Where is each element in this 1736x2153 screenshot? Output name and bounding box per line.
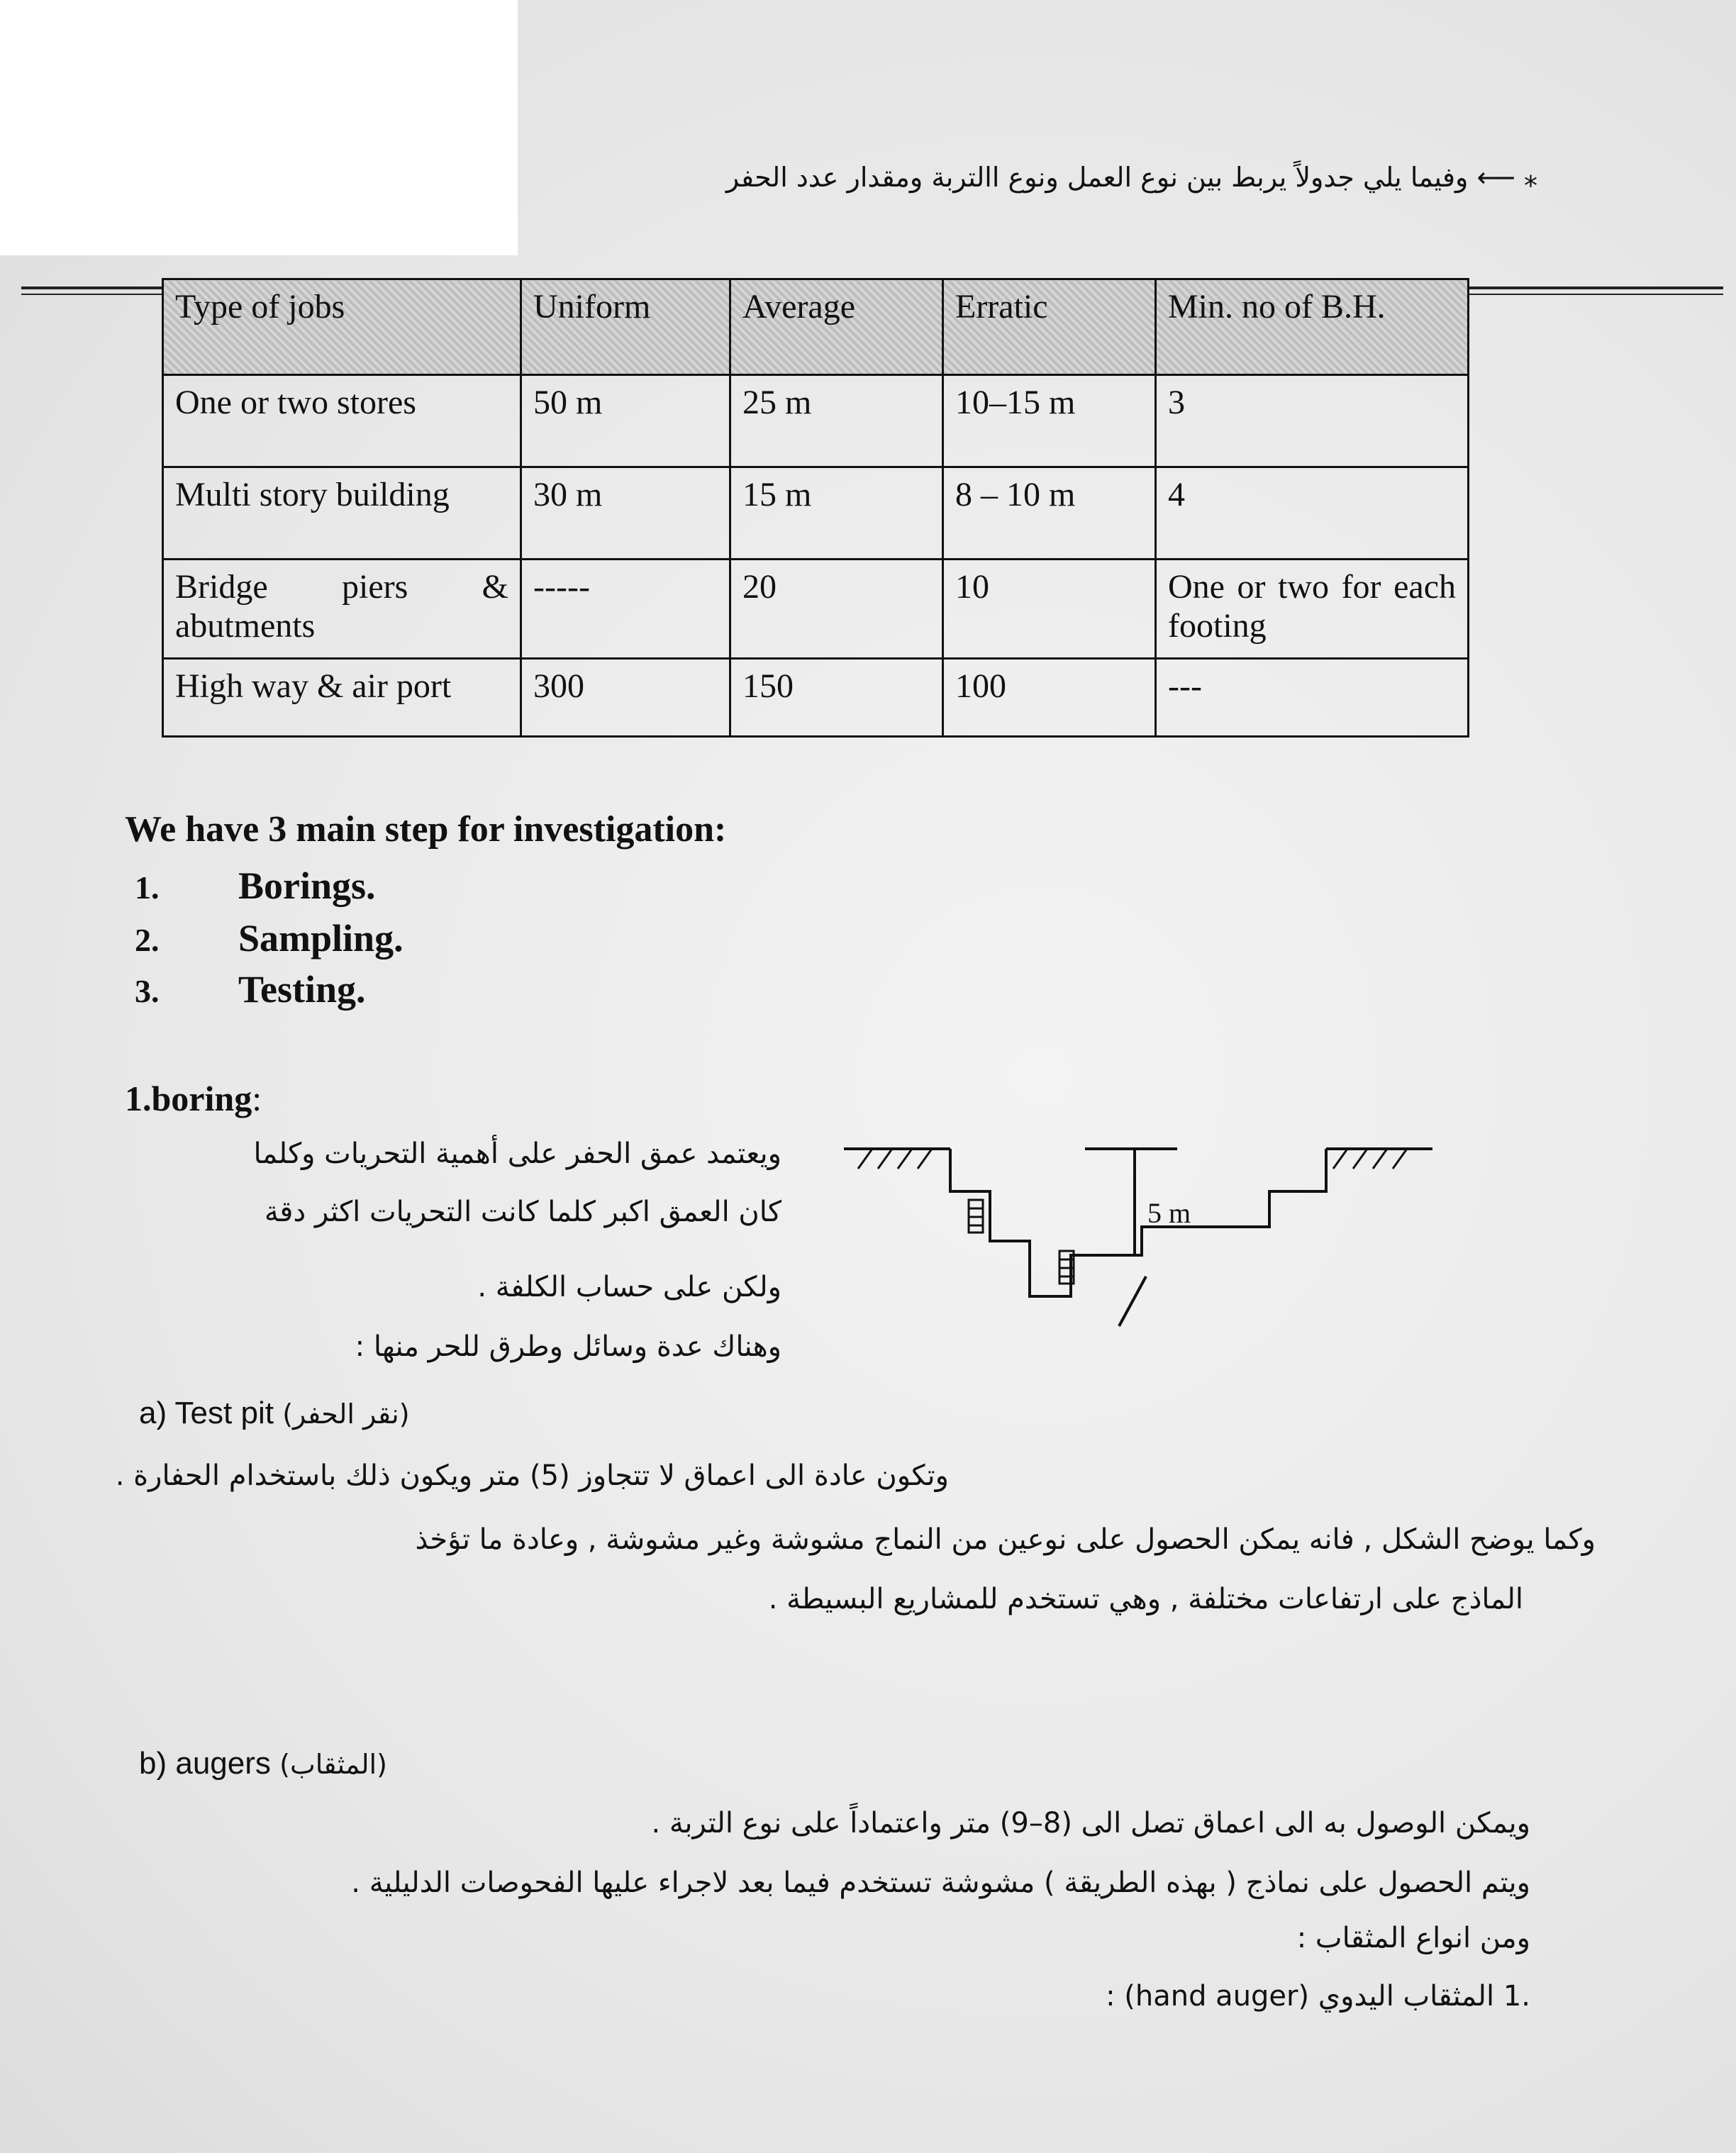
- pit-outline: [950, 1149, 1326, 1296]
- test-pit-line: وتكون عادة الى اعماق لا تتجاوز (5) متر ويكون ذلك باستخدام الحفارة .: [115, 1459, 949, 1492]
- step-number: 3.: [135, 973, 160, 1009]
- step-label: Testing.: [238, 968, 366, 1011]
- ground-hatch-right: [1333, 1149, 1407, 1169]
- table-cell: 100: [943, 659, 1156, 737]
- table-row: [163, 467, 1469, 560]
- augers-label-arabic: (المثقاب): [279, 1749, 387, 1780]
- table-cell: 20: [730, 560, 943, 659]
- boring-paragraph-line: كان العمق اكبر كلما كانت التحريات اكثر دقة: [264, 1196, 781, 1228]
- step-item: [135, 864, 376, 908]
- test-pit-line: الماذج على ارتفاعات مختلفة , وهي تستخدم للمشاريع البسيطة .: [768, 1583, 1523, 1615]
- boring-heading-colon: :: [252, 1079, 262, 1118]
- table-cell: 150: [730, 659, 943, 737]
- blank-corner-patch: [0, 0, 518, 255]
- ground-hatch-left: [858, 1149, 932, 1169]
- boring-paragraph-line: وهناك عدة وسائل وطرق للحر منها :: [355, 1330, 781, 1363]
- step-label: Borings.: [238, 864, 376, 907]
- table-cell: 10: [943, 560, 1156, 659]
- table-cell: Multi story building: [163, 467, 521, 560]
- test-pit-figure: [844, 1135, 1525, 1347]
- table-cell: 50 m: [521, 375, 730, 467]
- augers-line: ويمكن الوصول به الى اعماق تصل الى (8–9) متر واعتماداً على نوع التربة .: [651, 1807, 1530, 1840]
- steps-heading: We have 3 main step for investigation:: [125, 809, 727, 850]
- step-label: Sampling.: [238, 917, 404, 959]
- table-header-row: [163, 279, 1469, 375]
- augers-label-text: b) augers: [139, 1746, 271, 1781]
- table-cell: High way & air port: [163, 659, 521, 737]
- header-erratic: Erratic: [943, 279, 1156, 375]
- table-cell: 8 – 10 m: [943, 467, 1156, 560]
- intro-arabic-text: ⁎ ⟵ وفيما يلي جدولاً يربط بين نوع العمل ونوع االتربة ومقدار عدد الحفر: [725, 162, 1537, 193]
- boring-heading-text: 1.boring: [125, 1079, 252, 1118]
- test-pit-label: [139, 1396, 410, 1431]
- augers-line: ومن انواع المثقاب :: [1296, 1922, 1530, 1954]
- table-cell: -----: [521, 560, 730, 659]
- table-cell: ---: [1156, 659, 1469, 737]
- test-pit-label-text: a) Test pit: [139, 1396, 274, 1430]
- augers-line: .1 المثقاب اليدوي (hand auger) :: [1106, 1980, 1530, 2013]
- step-number: 1.: [135, 869, 160, 906]
- table-cell: 300: [521, 659, 730, 737]
- depth-tick: [1119, 1276, 1146, 1326]
- test-pit-line: وكما يوضح الشكل , فانه يمكن الحصول على نوعين من النماج مشوشة وغير مشوشة , وعادة ما تؤخذ: [415, 1523, 1596, 1556]
- table-cell: One or two stores: [163, 375, 521, 467]
- boring-paragraph-line: ولكن على حساب الكلفة .: [477, 1271, 781, 1303]
- header-average: Average: [730, 279, 943, 375]
- jobs-table: [162, 278, 1469, 738]
- boring-paragraph-line: ويعتمد عمق الحفر على أهمية التحريات وكلما: [253, 1137, 781, 1170]
- table-cell: One or two for each footing: [1156, 560, 1469, 659]
- header-uniform: Uniform: [521, 279, 730, 375]
- table-cell: 4: [1156, 467, 1469, 560]
- sample-tube-1: [969, 1200, 983, 1233]
- table-row: [163, 375, 1469, 467]
- test-pit-label-arabic: (نقر الحفر): [282, 1398, 410, 1430]
- boring-heading: [125, 1078, 262, 1119]
- augers-line: ويتم الحصول على نماذج ( بهذه الطريقة ) مشوشة تستخدم فيما بعد لاجراء عليها الفحوصات الدليلية .: [351, 1867, 1530, 1899]
- step-item: [135, 967, 366, 1011]
- step-item: [135, 916, 404, 960]
- header-type-of-jobs: Type of jobs: [163, 279, 521, 375]
- table-row: [163, 659, 1469, 737]
- table-cell: 10–15 m: [943, 375, 1156, 467]
- table-cell: 25 m: [730, 375, 943, 467]
- table-cell: 15 m: [730, 467, 943, 560]
- table-cell: 3: [1156, 375, 1469, 467]
- depth-label: 5 m: [1147, 1197, 1191, 1229]
- header-min-bh: Min. no of B.H.: [1156, 279, 1469, 375]
- table-cell: Bridge piers & abutments: [163, 560, 521, 659]
- augers-label: [139, 1746, 387, 1781]
- table-cell: 30 m: [521, 467, 730, 560]
- table-row: [163, 560, 1469, 659]
- step-number: 2.: [135, 922, 160, 958]
